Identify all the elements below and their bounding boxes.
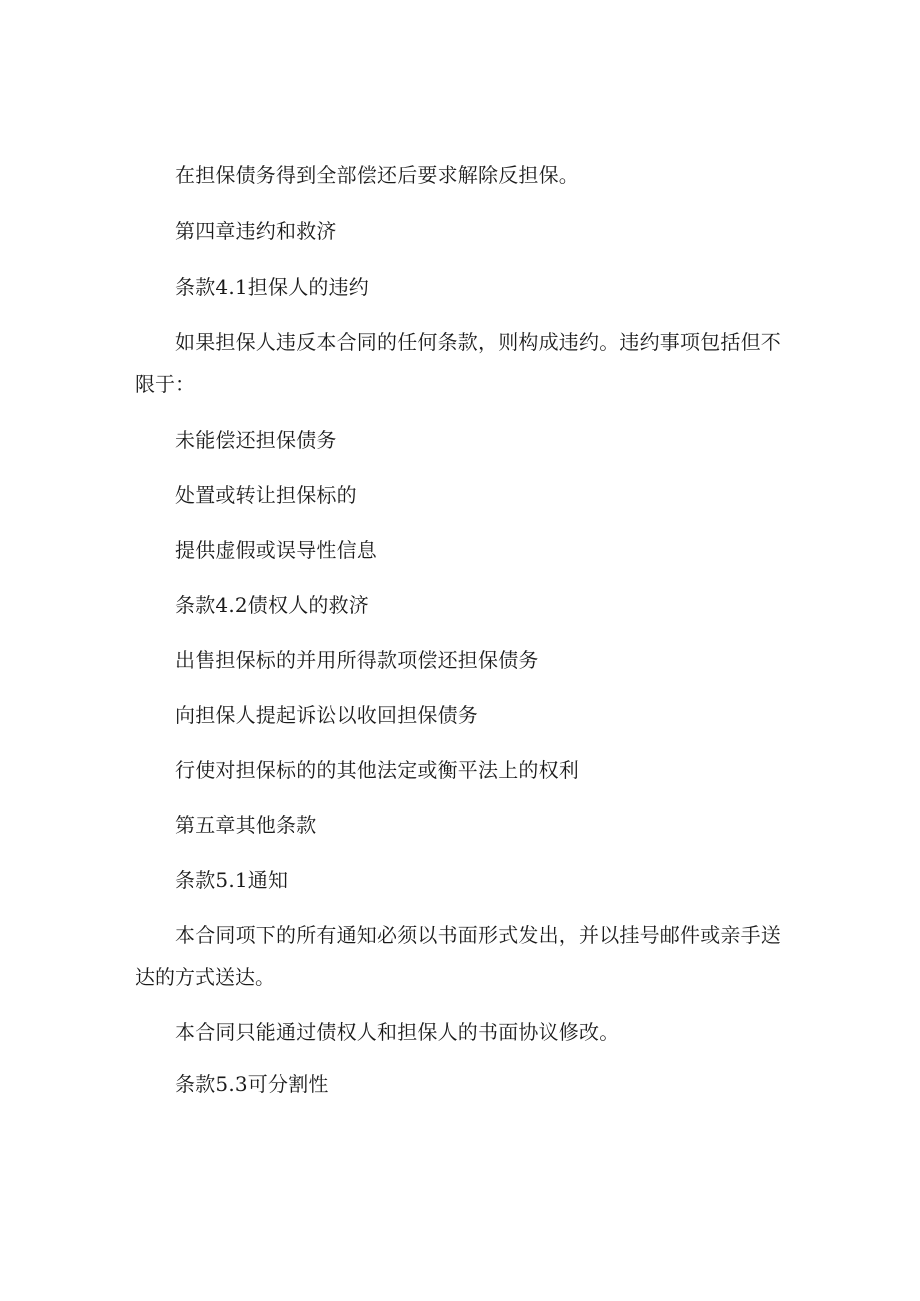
chapter-5-heading: 第五章其他条款 (175, 813, 317, 837)
paragraph-default-definition-line-1: 如果担保人违反本合同的任何条款，则构成违约。违约事项包括但不 (175, 330, 781, 354)
clause-5-1-heading: 条款5.1通知 (175, 868, 289, 892)
list-item-fail-to-repay: 未能偿还担保债务 (175, 428, 337, 452)
paragraph-release-counter-guarantee: 在担保债务得到全部偿还后要求解除反担保。 (175, 163, 579, 187)
paragraph-amendment: 本合同只能通过债权人和担保人的书面协议修改。 (175, 1020, 620, 1044)
chapter-4-heading: 第四章违约和救济 (175, 219, 337, 243)
list-item-dispose-transfer: 处置或转让担保标的 (175, 483, 357, 507)
list-item-sell-collateral: 出售担保标的并用所得款项偿还担保债务 (175, 648, 539, 672)
paragraph-notice-line-2: 达的方式送达。 (135, 965, 275, 989)
clause-4-1-heading: 条款4.1担保人的违约 (175, 275, 370, 299)
clause-5-3-heading: 条款5.3可分割性 (175, 1072, 329, 1096)
clause-4-2-heading: 条款4.2债权人的救济 (175, 593, 370, 617)
list-item-false-information: 提供虚假或误导性信息 (175, 538, 377, 562)
paragraph-default-definition-line-2: 限于： (135, 372, 195, 396)
list-item-litigation: 向担保人提起诉讼以收回担保债务 (175, 703, 478, 727)
paragraph-notice-line-1: 本合同项下的所有通知必须以书面形式发出，并以挂号邮件或亲手送 (175, 923, 781, 947)
list-item-other-rights: 行使对担保标的的其他法定或衡平法上的权利 (175, 758, 579, 782)
